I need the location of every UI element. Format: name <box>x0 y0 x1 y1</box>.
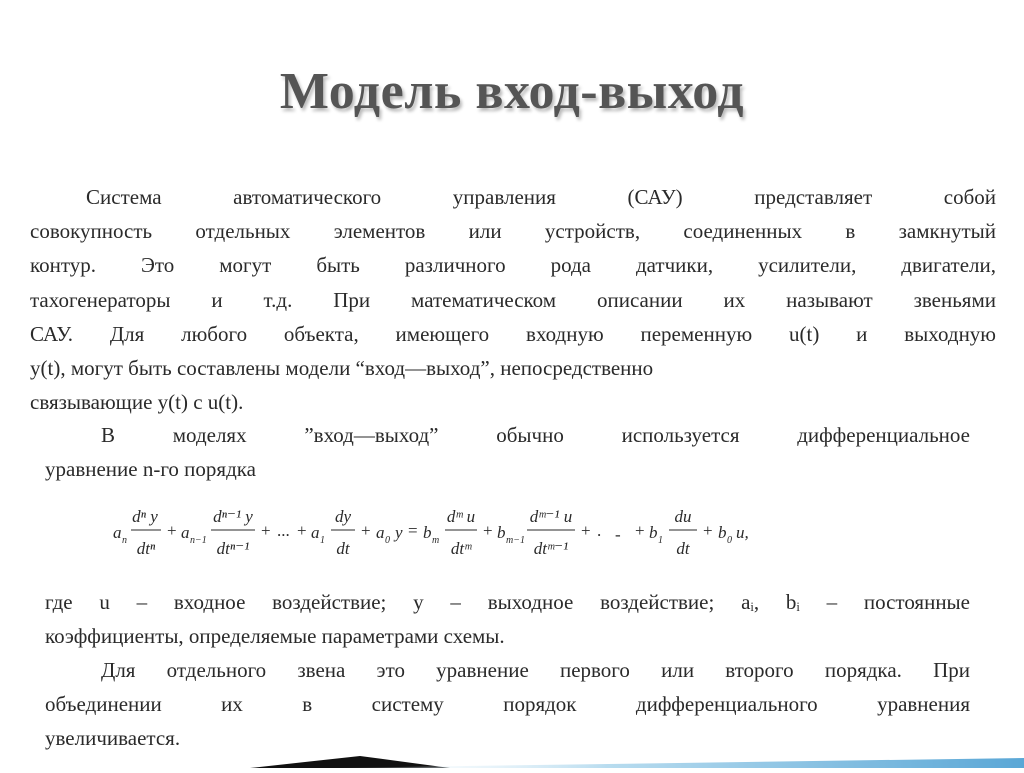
frac-num: dᵐ u <box>446 507 476 526</box>
coef-a: a <box>311 523 320 542</box>
coef-sub: n−1 <box>190 535 207 546</box>
frac-num: dⁿ⁻¹ y <box>213 507 253 526</box>
text-line: контур. Это могут быть различного рода датчики, усилители, двигатели, <box>30 253 996 278</box>
text-line: увеличивается. <box>45 726 181 751</box>
frac-den: dtᵐ⁻¹ <box>533 539 569 558</box>
paragraph-sau-definition <box>30 180 996 419</box>
var-y: y <box>395 523 403 542</box>
frac-num: du <box>674 507 692 526</box>
plus-sign: + <box>297 521 307 540</box>
slide-title: Модель вход-выход <box>279 63 745 120</box>
text-line: В моделях ”вход—выход” обычно используется дифференциальное <box>101 423 970 447</box>
ellipsis: - <box>615 525 621 544</box>
plus-sign: + <box>703 521 713 540</box>
frac-den: dt <box>676 539 690 558</box>
paragraph-order <box>45 653 970 756</box>
coef-b: b <box>718 523 727 542</box>
text-line: коэффициенты, определяемые параметрами схемы. <box>45 624 505 649</box>
equals-sign: = <box>408 521 418 540</box>
plus-sign: + <box>635 521 645 540</box>
text-line: совокупность отдельных элементов или устройств, соединенных в замкнутый <box>30 219 996 244</box>
frac-den: dtⁿ <box>136 539 156 558</box>
text-line: объединении их в систему порядок дифференциального уравнения <box>45 692 970 717</box>
plus-sign: + <box>581 521 591 540</box>
coef-a-n: a <box>113 523 122 542</box>
frac-den: dtᵐ <box>450 539 472 558</box>
decorative-bottom-bar <box>0 750 1024 768</box>
paragraph-model-intro <box>45 418 970 486</box>
coef-sub: 0 <box>727 535 732 546</box>
frac-num: dⁿ y <box>132 507 158 526</box>
ellipsis: . <box>597 521 602 540</box>
differential-equation <box>105 500 875 564</box>
coef-b: b <box>423 523 432 542</box>
coef-a: a <box>181 523 190 542</box>
plus-sign: + <box>261 521 271 540</box>
text-line: Для отдельного звена это уравнение первого или второго порядка. При <box>101 658 970 682</box>
coef-a: a <box>376 523 385 542</box>
frac-den: dt <box>336 539 350 558</box>
text-line: связывающие y(t) с u(t). <box>30 390 244 415</box>
text-line: где u – входное воздействие; y – выходное воздействие; aᵢ, bᵢ – постоянные <box>45 590 970 614</box>
text-line: тахогенераторы и т.д. При математическом описании их называют звеньями <box>30 287 996 312</box>
plus-sign: + <box>483 521 493 540</box>
ellipsis: ... <box>277 521 290 540</box>
coef-sub: n <box>122 535 127 546</box>
frac-num: dᵐ⁻¹ u <box>529 507 573 526</box>
frac-den: dtⁿ⁻¹ <box>216 539 250 558</box>
coef-sub: m <box>432 535 440 546</box>
plus-sign: + <box>361 521 371 540</box>
coef-sub: 0 <box>385 535 390 546</box>
text-line: Система автоматического управления (САУ) представляет собой <box>86 185 996 209</box>
paragraph-notation <box>45 585 970 653</box>
coef-b: b <box>649 523 658 542</box>
plus-sign: + <box>167 521 177 540</box>
coef-sub: m−1 <box>506 535 525 546</box>
blue-wedge <box>330 758 1024 768</box>
coef-sub: 1 <box>320 535 325 546</box>
text-line: y(t), могут быть составлены модели “вход—выход”, непосредственно <box>30 356 654 381</box>
frac-num: dy <box>334 507 352 526</box>
text-line: уравнение n-го порядка <box>45 457 256 482</box>
var-u: u, <box>736 523 749 542</box>
coef-sub: 1 <box>658 535 663 546</box>
text-line: САУ. Для любого объекта, имеющего входную переменную u(t) и выходную <box>30 321 996 346</box>
coef-b: b <box>497 523 506 542</box>
dark-wedge <box>250 756 450 768</box>
